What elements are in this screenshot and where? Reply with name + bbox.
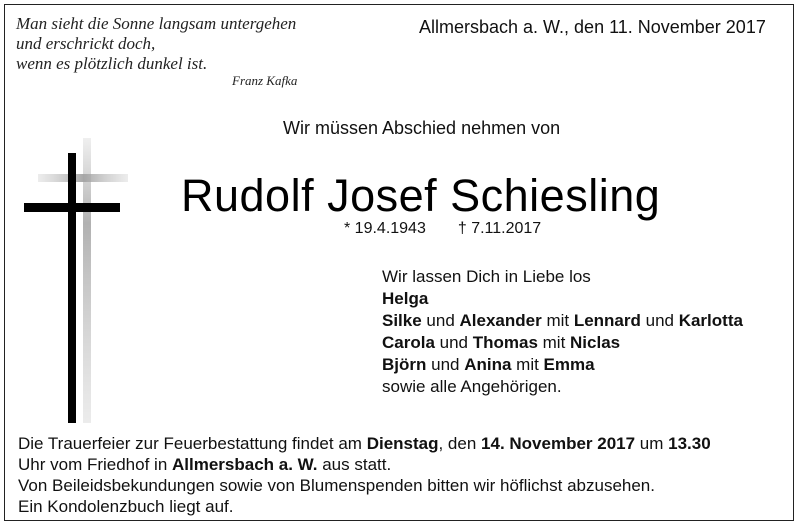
family-name: Silke: [382, 311, 422, 330]
funeral-details: [18, 433, 711, 517]
family-signatures: [382, 266, 743, 398]
family-line: sowie alle Angehörigen.: [382, 377, 562, 396]
funeral-time: 13.30: [668, 434, 711, 453]
place-date: Allmersbach a. W., den 11. November 2017: [419, 17, 766, 37]
funeral-date: 14. November 2017: [481, 434, 636, 453]
family-name: Carola: [382, 333, 435, 352]
connector: mit: [511, 355, 544, 374]
connector: und: [640, 311, 679, 330]
connector: und: [434, 333, 473, 352]
family-name: Anina: [464, 355, 512, 374]
family-name: Alexander: [459, 311, 542, 330]
family-name: Thomas: [472, 333, 538, 352]
family-name: Lennard: [573, 311, 641, 330]
text: Die Trauerfeier zur Feuerbestattung findet am: [18, 434, 367, 453]
details-line: [18, 454, 711, 475]
connector: und: [426, 355, 465, 374]
quote-line: wenn es plötzlich dunkel ist.: [16, 54, 208, 73]
connector: mit: [541, 311, 574, 330]
birth-date: * 19.4.1943: [344, 220, 426, 237]
intro-text: Wir müssen Abschied nehmen von: [283, 118, 561, 138]
deceased-name: Rudolf Josef Schiesling: [181, 170, 661, 221]
weekday: Dienstag: [366, 434, 439, 453]
cross-icon: [20, 138, 130, 428]
quote-line: und erschrickt doch,: [16, 34, 156, 53]
funeral-location: Allmersbach a. W.: [172, 455, 318, 474]
quote-line: Man sieht die Sonne langsam untergehen: [16, 14, 297, 33]
family-name: Emma: [543, 355, 595, 374]
family-line: [382, 354, 743, 376]
family-name: Helga: [382, 289, 429, 308]
cross-horizontal-bar: [24, 203, 120, 212]
text: um: [635, 434, 669, 453]
kafka-quote: [16, 14, 296, 74]
family-name: Niclas: [570, 333, 621, 352]
cross-shadow-horizontal: [38, 174, 128, 182]
family-line: [382, 310, 743, 332]
text: , den: [438, 434, 482, 453]
connector: und: [421, 311, 460, 330]
connector: mit: [537, 333, 571, 352]
quote-author: Franz Kafka: [232, 73, 298, 88]
text: aus statt.: [317, 455, 392, 474]
text: Uhr vom Friedhof in: [18, 455, 172, 474]
family-line: Wir lassen Dich in Liebe los: [382, 267, 591, 286]
family-name: Karlotta: [678, 311, 743, 330]
family-line: [382, 332, 743, 354]
death-date: † 7.11.2017: [457, 220, 542, 237]
life-dates: [344, 220, 573, 238]
family-name: Björn: [382, 355, 427, 374]
details-line: [18, 433, 711, 454]
family-line: [382, 288, 743, 310]
cross-vertical-bar: [68, 153, 76, 423]
details-line: Von Beileidsbekundungen sowie von Blumenspenden bitten wir höflichst abzusehen.: [18, 476, 655, 495]
details-line: Ein Kondolenzbuch liegt auf.: [18, 497, 234, 516]
